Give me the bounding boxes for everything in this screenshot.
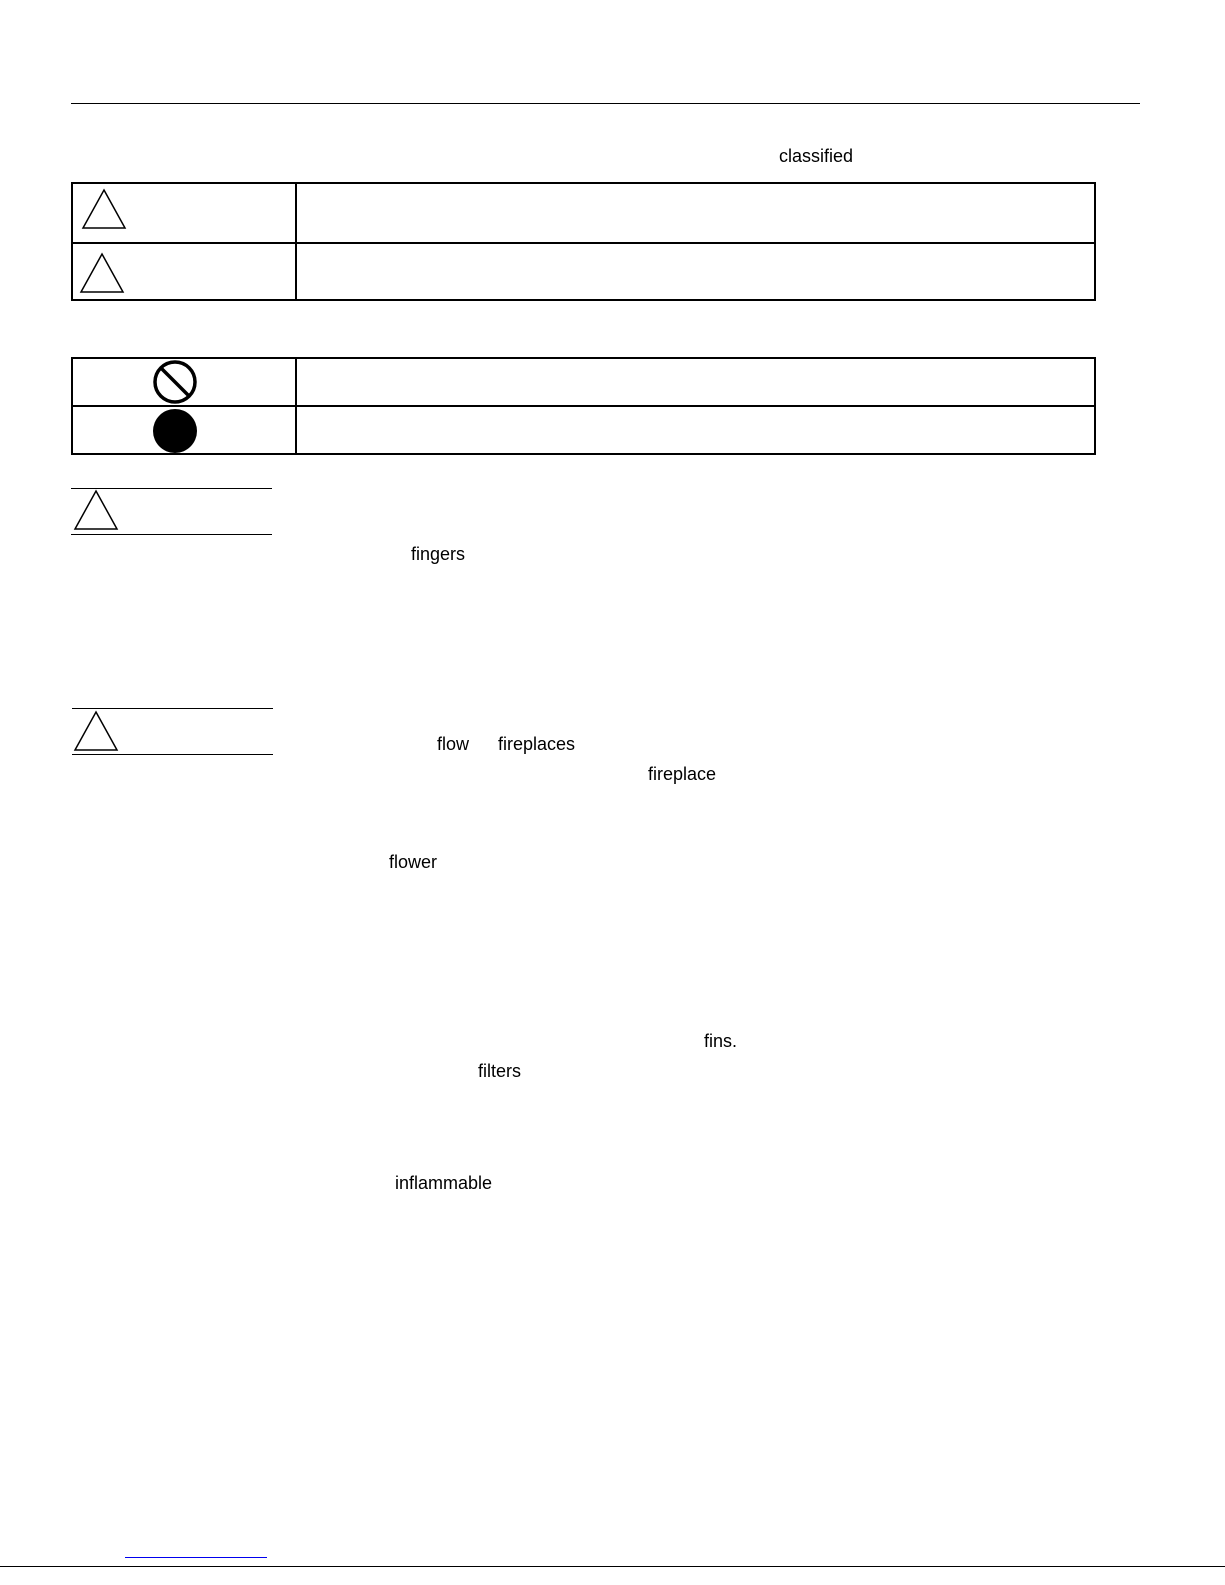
footer-link-underline[interactable] xyxy=(125,1557,267,1558)
caution-heading-bottom-rule xyxy=(72,754,273,755)
word-fingers: fingers xyxy=(411,544,466,564)
word-fireplace: fireplace xyxy=(648,764,717,784)
warning-heading-bottom-rule xyxy=(71,534,272,535)
severity-table-row-divider xyxy=(71,242,1096,244)
footer-rule xyxy=(0,1566,1225,1567)
symbol-table-row-divider xyxy=(71,405,1096,407)
mandatory-action-icon xyxy=(152,408,198,454)
warning-heading-triangle-icon xyxy=(73,489,119,531)
word-fins: fins. xyxy=(704,1031,738,1051)
word-fireplaces: fireplaces xyxy=(498,734,576,754)
word-filters: filters xyxy=(478,1061,522,1081)
word-flow: flow xyxy=(437,734,470,754)
caution-triangle-icon xyxy=(79,252,125,294)
classified-word: classified xyxy=(779,146,854,166)
prohibited-icon xyxy=(152,359,198,405)
warning-triangle-icon xyxy=(81,188,127,230)
caution-heading-triangle-icon xyxy=(73,710,119,752)
header-rule xyxy=(71,103,1140,104)
word-inflammable: inflammable xyxy=(395,1173,493,1193)
caution-heading-top-rule xyxy=(72,708,273,709)
word-flower: flower xyxy=(389,852,438,872)
